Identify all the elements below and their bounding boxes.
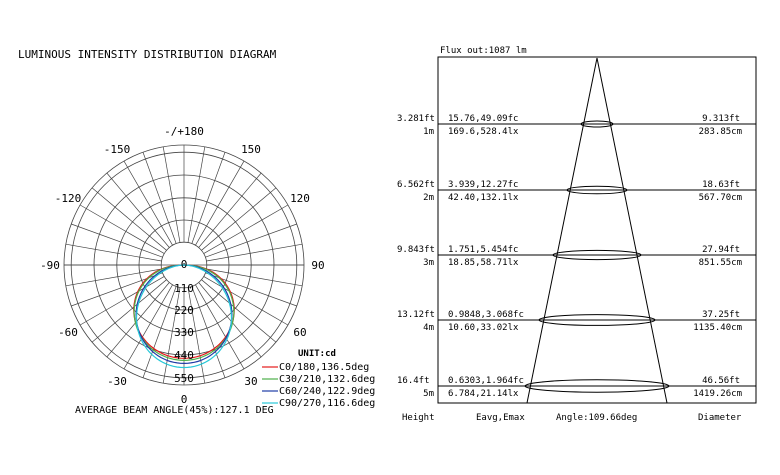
polar-spoke bbox=[192, 286, 225, 377]
height-ft: 16.4ft bbox=[397, 376, 430, 386]
polar-spoke bbox=[71, 224, 162, 257]
polar-spoke bbox=[207, 244, 303, 261]
legend-item: C60/240,122.9deg bbox=[279, 386, 376, 397]
radial-label: 220 bbox=[174, 304, 194, 317]
cone-frame bbox=[438, 57, 756, 403]
distance-row bbox=[397, 310, 756, 333]
polar-spoke bbox=[143, 152, 176, 243]
height-ft: 9.843ft bbox=[397, 245, 435, 255]
illuminance-lx: 18.85,58.71lx bbox=[448, 258, 519, 268]
footer-diameter: Diameter bbox=[698, 413, 742, 423]
radial-label: 0 bbox=[180, 258, 188, 271]
polar-spoke bbox=[202, 280, 276, 342]
radial-label: 440 bbox=[174, 349, 194, 362]
distance-row bbox=[397, 376, 756, 399]
diameter-ft: 18.63ft bbox=[702, 180, 740, 190]
polar-spoke bbox=[188, 147, 205, 243]
diameter-ft: 9.313ft bbox=[702, 114, 740, 124]
polar-spoke bbox=[204, 276, 288, 325]
angle-label: 90 bbox=[311, 259, 325, 272]
legend-item: C0/180,136.5deg bbox=[279, 362, 370, 373]
radial-label: 550 bbox=[174, 371, 194, 385]
angle-label: -120 bbox=[54, 192, 82, 205]
height-m: 2m bbox=[423, 193, 434, 203]
distance-row bbox=[397, 180, 756, 203]
average-beam-angle: AVERAGE BEAM ANGLE(45%):127.1 DEG bbox=[75, 405, 274, 416]
legend bbox=[262, 362, 375, 409]
flux-out: Flux out:1087 lm bbox=[440, 46, 527, 56]
diameter-ft: 37.25ft bbox=[702, 310, 740, 320]
height-ft: 13.12ft bbox=[397, 310, 435, 320]
diameter-ft: 46.56ft bbox=[702, 376, 740, 386]
polar-spoke bbox=[80, 276, 164, 325]
polar-spoke bbox=[202, 188, 276, 250]
height-m: 1m bbox=[423, 127, 434, 137]
angle-label: 60 bbox=[293, 326, 307, 339]
polar-spoke bbox=[199, 173, 261, 247]
polar-spoke bbox=[66, 244, 162, 261]
footer-angle: Angle:109.66deg bbox=[556, 413, 638, 423]
height-m: 4m bbox=[423, 323, 434, 333]
polar-spoke bbox=[192, 152, 225, 243]
height-m: 5m bbox=[423, 389, 434, 399]
polar-spoke bbox=[80, 205, 164, 254]
polar-spoke bbox=[124, 161, 173, 245]
polar-spoke bbox=[92, 188, 166, 250]
radial-label: 110 bbox=[174, 281, 194, 295]
height-ft: 3.281ft bbox=[397, 114, 435, 124]
cone-edge-left bbox=[527, 58, 597, 403]
footer-height: Height bbox=[402, 413, 435, 423]
illuminance-fc: 15.76,49.09fc bbox=[448, 114, 519, 124]
legend-item: C90/270,116.6deg bbox=[279, 398, 376, 409]
illuminance-lx: 169.6,528.4lx bbox=[448, 127, 519, 137]
diameter-cm: 1419.26cm bbox=[693, 389, 742, 399]
angle-label: -30 bbox=[107, 375, 127, 388]
angle-label: 30 bbox=[244, 375, 258, 388]
illuminance-lx: 42.40,132.1lx bbox=[448, 193, 519, 203]
polar-spoke bbox=[195, 161, 244, 245]
angle-label: 120 bbox=[290, 192, 310, 205]
diameter-cm: 851.55cm bbox=[698, 258, 742, 268]
legend-item: C30/210,132.6deg bbox=[279, 374, 376, 385]
polar-spoke bbox=[204, 205, 288, 254]
angle-label: 0 bbox=[180, 393, 188, 406]
illuminance-lx: 6.784,21.14lx bbox=[448, 389, 519, 399]
angle-label: -/+180 bbox=[164, 125, 204, 138]
height-m: 3m bbox=[423, 258, 434, 268]
diameter-cm: 567.70cm bbox=[698, 193, 742, 203]
illuminance-lx: 10.60,33.02lx bbox=[448, 323, 519, 333]
polar-spoke bbox=[205, 224, 296, 257]
radial-label: 330 bbox=[174, 326, 194, 340]
polar-spoke bbox=[143, 286, 176, 377]
angle-label: -90 bbox=[40, 259, 60, 272]
illuminance-fc: 1.751,5.454fc bbox=[448, 245, 519, 255]
illuminance-fc: 3.939,12.27fc bbox=[448, 180, 519, 190]
diameter-cm: 1135.40cm bbox=[693, 323, 742, 333]
illuminance-fc: 0.6303,1.964fc bbox=[448, 376, 524, 386]
diagram-title: LUMINOUS INTENSITY DISTRIBUTION DIAGRAM bbox=[18, 48, 277, 61]
polar-spoke bbox=[107, 173, 169, 247]
angle-label: 150 bbox=[241, 143, 261, 156]
distance-row bbox=[397, 245, 756, 268]
angle-label: -60 bbox=[58, 326, 78, 339]
unit-label: UNIT:cd bbox=[298, 349, 336, 359]
diameter-cm: 283.85cm bbox=[698, 127, 742, 137]
beam-cone bbox=[527, 58, 667, 403]
illuminance-fc: 0.9848,3.068fc bbox=[448, 310, 524, 320]
angle-label: -150 bbox=[103, 143, 131, 156]
height-ft: 6.562ft bbox=[397, 180, 435, 190]
polar-spoke bbox=[92, 280, 166, 342]
diameter-ft: 27.94ft bbox=[702, 245, 740, 255]
cone-edge-right bbox=[597, 58, 667, 403]
distance-row bbox=[397, 114, 756, 137]
footer-eavg: Eavg,Emax bbox=[476, 413, 525, 423]
polar-spoke bbox=[163, 147, 180, 243]
